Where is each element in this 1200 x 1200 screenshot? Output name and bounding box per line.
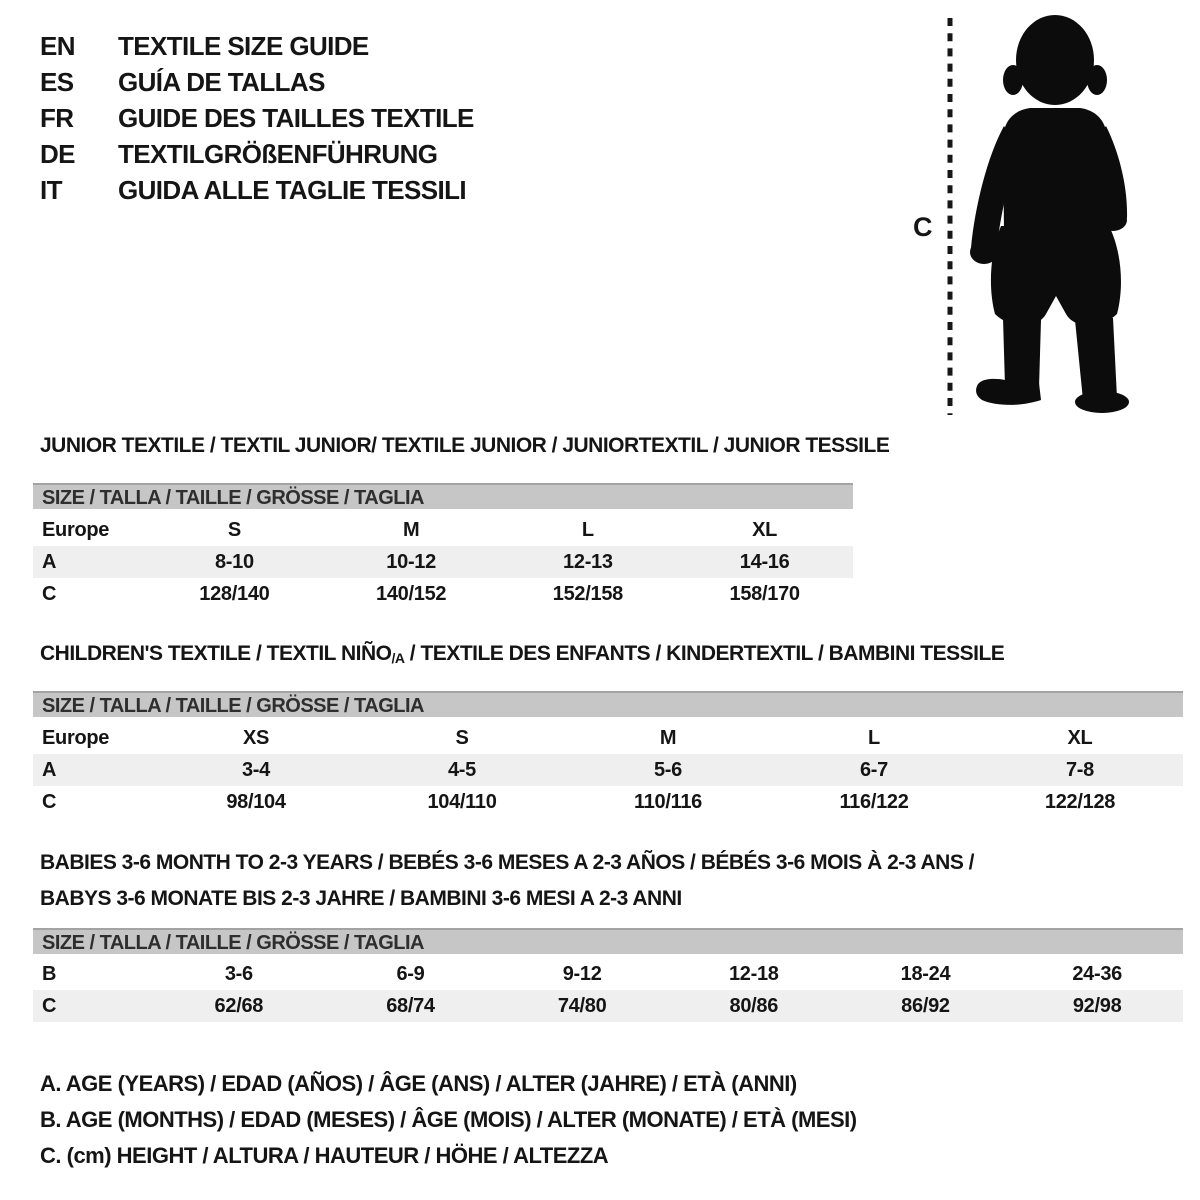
table-cell: 116/122 (839, 790, 909, 813)
language-code: EN (40, 30, 75, 61)
table-cell: 10-12 (323, 546, 500, 578)
language-code: IT (40, 174, 62, 205)
table-cell: 128/140 (199, 582, 270, 605)
table-row (33, 786, 1183, 818)
table-cell: L (868, 726, 880, 749)
table-cell: 122/128 (1044, 790, 1116, 813)
table-cell: S (455, 726, 469, 749)
junior-size-table (33, 514, 853, 610)
table-cell: 104/110 (427, 790, 497, 813)
table-row (33, 990, 1183, 1022)
table-cell: XS (242, 726, 270, 749)
row-label: C (33, 990, 153, 1022)
table-cell: 86/92 (840, 990, 1012, 1022)
language-row-en (40, 28, 474, 64)
table-cell: 8-10 (146, 546, 323, 578)
guide-title: TEXTILE SIZE GUIDE (118, 30, 369, 61)
table-cell: 3-6 (224, 962, 253, 985)
row-label: C (42, 790, 57, 813)
table-row (33, 754, 1183, 786)
table-cell: XL (1067, 726, 1093, 749)
babies-section-title (40, 845, 974, 917)
language-code: ES (40, 66, 74, 97)
table-cell: 80/86 (668, 990, 840, 1022)
table-cell: 12-18 (728, 962, 779, 985)
babies-size-table (33, 958, 1183, 1022)
language-row-es (40, 64, 474, 100)
language-row-it (40, 172, 474, 208)
table-row (33, 546, 853, 578)
table-cell: 68/74 (325, 990, 497, 1022)
row-label: A (33, 754, 153, 786)
table-cell: 6-9 (396, 962, 425, 985)
guide-title: GUIDE DES TAILLES TEXTILE (118, 102, 474, 133)
table-row (33, 958, 1183, 990)
table-cell: L (581, 518, 594, 541)
row-label: C (42, 582, 57, 605)
babies-size-header-bar: SIZE / TALLA / TAILLE / GRÖSSE / TAGLIA (33, 928, 1183, 954)
children-title-prefix: CHILDREN'S TEXTILE / TEXTIL NIÑO (40, 642, 392, 665)
guide-title: TEXTILGRÖßENFÜHRUNG (118, 138, 438, 169)
legend-notes (40, 1066, 857, 1174)
table-cell: 152/158 (552, 582, 623, 605)
table-row (33, 578, 853, 610)
language-row-de (40, 136, 474, 172)
language-code: FR (40, 102, 74, 133)
table-row (33, 514, 853, 546)
table-cell: 62/68 (153, 990, 325, 1022)
language-code: DE (40, 138, 75, 169)
babies-title-line1: BABIES 3-6 MONTH TO 2-3 YEARS / BEBÉS 3-6 MESES A 2-3 AÑOS / BÉBÉS 3-6 MOIS À 2-3 ANS / (40, 851, 975, 874)
row-label: B (42, 962, 57, 985)
table-cell: 7-8 (977, 754, 1183, 786)
table-cell: 140/152 (376, 582, 447, 605)
children-title-suffix: / TEXTILE DES ENFANTS / KINDERTEXTIL / BAMBINI TESSILE (404, 642, 1005, 665)
table-cell: 158/170 (729, 582, 800, 605)
table-cell: 6-7 (771, 754, 977, 786)
toddler-silhouette-icon (970, 15, 1129, 413)
table-cell: M (659, 726, 677, 749)
table-cell: M (402, 518, 420, 541)
note-age-years: A. AGE (YEARS) / EDAD (AÑOS) / ÂGE (ANS) / ALTER (JAHRE) / ETÀ (ANNI) (40, 1071, 797, 1096)
row-label: Europe (42, 518, 110, 541)
children-size-table (33, 722, 1183, 818)
guide-title: GUÍA DE TALLAS (118, 66, 325, 97)
table-cell: 5-6 (565, 754, 771, 786)
table-cell: 92/98 (1011, 990, 1183, 1022)
row-label: Europe (42, 726, 110, 749)
language-row-fr (40, 100, 474, 136)
table-cell: 9-12 (562, 962, 602, 985)
junior-size-header-bar: SIZE / TALLA / TAILLE / GRÖSSE / TAGLIA (33, 483, 853, 509)
table-cell: 18-24 (900, 962, 951, 985)
table-cell: 12-13 (500, 546, 677, 578)
table-row (33, 722, 1183, 754)
note-age-months: B. AGE (MONTHS) / EDAD (MESES) / ÂGE (MOIS) / ALTER (MONATE) / ETÀ (MESI) (40, 1107, 857, 1132)
babies-title-line2: BABYS 3-6 MONATE BIS 2-3 JAHRE / BAMBINI 3-6 MESI A 2-3 ANNI (40, 887, 682, 910)
junior-section-title: JUNIOR TEXTILE / TEXTIL JUNIOR/ TEXTILE JUNIOR / JUNIORTEXTIL / JUNIOR TESSILE (40, 434, 890, 457)
table-cell: S (227, 518, 241, 541)
table-cell: 98/104 (226, 790, 286, 813)
table-cell: 24-36 (1072, 962, 1122, 985)
children-size-header-bar: SIZE / TALLA / TAILLE / GRÖSSE / TAGLIA (33, 691, 1183, 717)
guide-title: GUIDA ALLE TAGLIE TESSILI (118, 174, 467, 205)
children-title-sub: /A (391, 650, 405, 666)
language-title-list (40, 28, 474, 208)
table-cell: 74/80 (496, 990, 668, 1022)
toddler-silhouette-figure (940, 8, 1140, 420)
table-cell: 3-4 (153, 754, 359, 786)
children-section-title (40, 642, 1004, 666)
row-label: A (33, 546, 146, 578)
height-measure-label: C (913, 212, 933, 242)
table-cell: XL (752, 518, 778, 541)
table-cell: 110/116 (634, 790, 702, 813)
table-cell: 4-5 (359, 754, 565, 786)
table-cell: 14-16 (676, 546, 853, 578)
note-height-cm: C. (cm) HEIGHT / ALTURA / HAUTEUR / HÖHE / ALTEZZA (40, 1143, 609, 1168)
